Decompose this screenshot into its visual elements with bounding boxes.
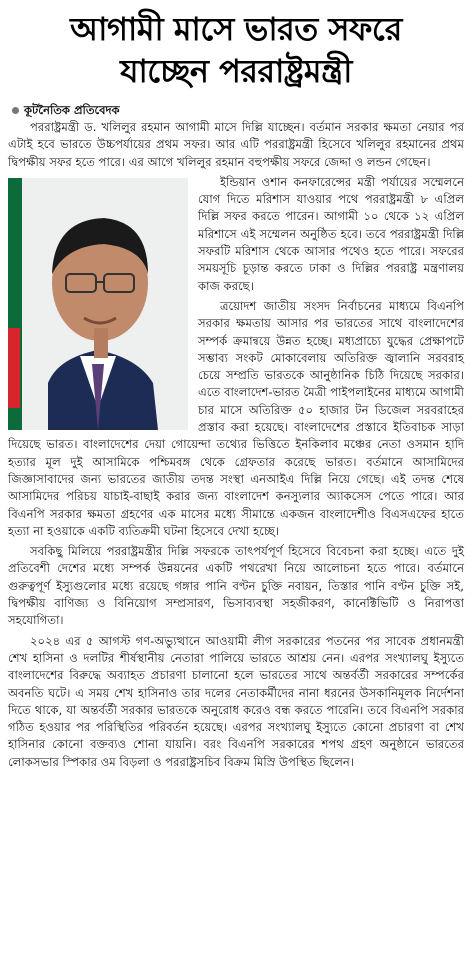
- byline: [8, 102, 464, 118]
- article-paragraph-1: পররাষ্ট্রমন্ত্রী ড. খলিলুর রহমান আগামী মাসে দিল্লি যাচ্ছেন। বর্তমান সরকার ক্ষমতা নেয়ার পর এটাই হবে ভারতে উচ্চপর্যায়ের প্রথম সফর। আর এটি পররাষ্ট্রমন্ত্রী হিসেবে খলিলুর রহমানের প্রথম দ্বিপক্ষীয় সফর হতে পারে। এর আগে খলিলুর রহমান বহুপক্ষীয় সফরে জেদ্দা ও লন্ডন গেছেন।: [8, 120, 464, 169]
- portrait-photo-icon: [8, 178, 188, 430]
- article-paragraph-4: সবকিছু মিলিয়ে পররাষ্ট্রমন্ত্রীর দিল্লি সফরকে তাৎপর্যপূর্ণ হিসেবে বিবেচনা করা হচ্ছে। এতে দুই প্রতিবেশী দেশের মধ্যে সম্পর্ক উন্নয়নের একটি পথরেখা নিয়ে আলোচনা হতে পারে। বর্তমানে গুরুত্বপূর্ণ ইস্যুগুলোর মধ্যে রয়েছে গঙ্গার পানি বণ্টন চুক্তি নবায়ন, তিস্তার পানি বণ্টন চুক্তি সই, দ্বিপক্ষীয় বাণিজ্য ও বিনিয়োগ সম্প্রসারণ, ভিসাব্যবস্থা সহজীকরণ, কানেক্টিভিটি ও নিরাপত্তা সহযোগিতা।: [8, 544, 464, 628]
- byline-text: কূটনৈতিক প্রতিবেদক: [24, 103, 120, 117]
- headline-line-2: যাচ্ছেন পররাষ্ট্রমন্ত্রী: [120, 52, 352, 90]
- article-body: [8, 119, 464, 771]
- headline: [8, 8, 464, 92]
- portrait-photo: [8, 178, 188, 430]
- headline-line-1: আগামী মাসে ভারত সফরে: [70, 10, 402, 48]
- article-paragraph-3: ত্রয়োদশ জাতীয় সংসদ নির্বাচনের মাধ্যমে বিএনপি সরকার ক্ষমতায় আসার পর ভারতের সাথে বাংলাদেশের সম্পর্ক ক্রমান্বয়ে উন্নত হচ্ছে। মধ্যপ্রাচ্যে যুদ্ধের প্রেক্ষাপটে সম্ভাব্য সংকট মোকাবেলায় অতিরিক্ত জ্বালানি সরবরাহ চেয়ে সম্প্রতি ভারতকে আনুষ্ঠানিক চিঠি দিয়েছে সরকার। এতে বাংলাদেশ-ভারত মৈত্রী পাইপলাইনের মাধ্যমে আগামী চার মাসে অতিরিক্ত ৫০ হাজার টন ডিজেল সরবরাহের প্রস্তাব করা হয়েছে। বাংলাদেশের প্রস্তাবে ইতিবাচক সাড়া দিয়েছে ভারত। বাংলাদেশের দেয়া গোয়েন্দা তথ্যের ভিত্তিতে ইনকিলাব মঞ্চের নেতা ওসমান হাদি হত্যার মূল দুই আসামিকে পশ্চিমবঙ্গ থেকে গ্রেফতার করেছে ভারত। বর্তমানে আসামিদের জিজ্ঞাসাবাদের জন্য ভারতের জাতীয় তদন্ত সংস্থা এনআইএ দিল্লি নিয়ে গেছে। এই তদন্ত শেষে আসামিদের পরিচয় যাচাই-বাছাই করার জন্য বাংলাদেশ কনস্যুলার অ্যাকসেস পেতে পারে। আর বিএনপি সরকার ক্ষমতা গ্রহণের এক মাসের মধ্যে সীমান্তে একজন বাংলাদেশীও বিএসএফের হাতে হত্যা না হওয়াকে একটি ব্যতিক্রমী ঘটনা হিসেবে দেখা হচ্ছে।: [8, 298, 464, 538]
- article-paragraph-2: ইন্ডিয়ান ওশান কনফারেন্সের মন্ত্রী পর্যায়ের সম্মেলনে যোগ দিতে মরিশাস যাওয়ার পথে পররাষ্ট্রমন্ত্রী ৮ এপ্রিল দিল্লি সফর করতে পারেন। আগামী ১০ থেকে ১২ এপ্রিল মরিশাসে এই সম্মেলন অনুষ্ঠিত হবে। তবে পররাষ্ট্রমন্ত্রী দিল্লি সফরটি মরিশাস থেকে আসার পথেও হতে পারে। সফরের সময়সূচি চূড়ান্ত করতে ঢাকা ও দিল্লির পররাষ্ট্র মন্ত্রণালয় কাজ করছে।: [198, 174, 464, 293]
- bullet-icon: [12, 107, 19, 114]
- article-paragraph-5: ২০২৪ এর ৫ আগস্ট গণ-অভ্যুত্থানে আওয়ামী লীগ সরকারের পতনের পর সাবেক প্রধানমন্ত্রী শেখ হাসিনা ও দলটির শীর্ষস্থানীয় নেতারা পালিয়ে ভারতে আশ্রয় নেন। এরপর সংখ্যালঘু ইস্যুতে বাংলাদেশের বিরুদ্ধে অব্যাহত প্রচারণা চালানো হলে ভারতের সাথে অন্তর্বর্তী সরকারের সম্পর্কের অবনতি ঘটে। এ সময় শেখ হাসিনাও তার দলের নেতাকর্মীদের নানা ধরনের উসকানিমূলক নির্দেশনা দিতে থাকে, যা অন্তর্বর্তী সরকার ভারতকে অনুরোধ করেও বন্ধ করতে পারেনি। তবে বিএনপি সরকার গঠিত হওয়ার পর পরিস্থিতির পরিবর্তন হয়েছে। এরপর সংখ্যালঘু ইস্যুতে কোনো প্রচারণা বা শেখ হাসিনার কোনো বক্তব্যও শোনা যায়নি। বরং বিএনপি সরকারের শপথ গ্রহণ অনুষ্ঠানে ভারতের লোকসভার স্পিকার ওম বিড়লা ও পররাষ্ট্রসচিব বিক্রম মিস্রি উপস্থিত ছিলেন।: [8, 633, 464, 769]
